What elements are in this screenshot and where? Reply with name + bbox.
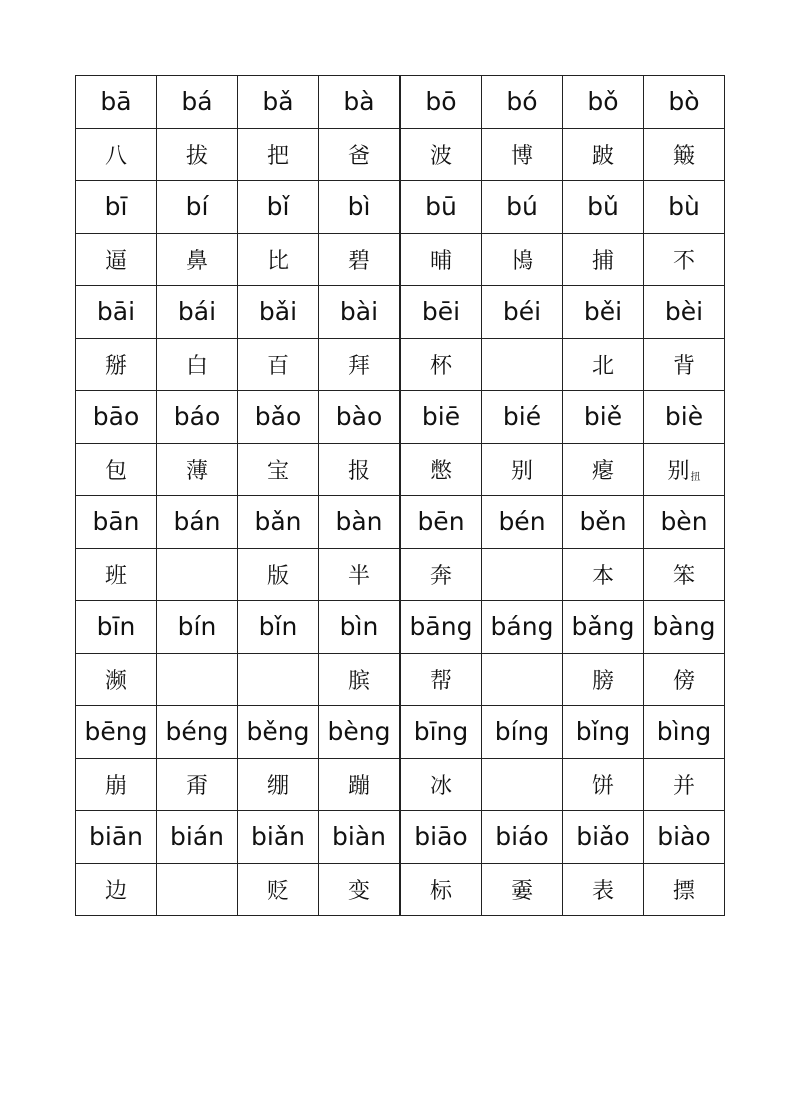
pinyin-cell [644,76,725,129]
pinyin-text: bū [425,192,457,222]
pinyin-text: bǎn [254,507,302,537]
hanzi-cell [644,653,725,706]
hanzi-text: 饼 [591,773,614,799]
pinyin-text: bìn [339,612,379,642]
hanzi-text: 濒 [104,668,127,694]
hanzi-text: 表 [591,878,614,904]
hanzi-cell [157,758,238,811]
pinyin-row [76,286,725,339]
hanzi-text: 帮 [429,668,452,694]
pinyin-text: bāi [96,297,136,327]
pinyin-cell [76,181,157,234]
hanzi-cell [563,128,644,181]
pinyin-text: biǎo [576,822,630,852]
pinyin-text: béi [502,297,542,327]
pinyin-row [76,706,725,759]
hanzi-cell [400,443,482,496]
hanzi-cell [238,653,319,706]
pinyin-cell [644,496,725,549]
hanzi-text: 北 [591,353,614,379]
pinyin-cell [563,496,644,549]
hanzi-cell [319,338,401,391]
pinyin-row [76,181,725,234]
hanzi-cell [482,863,563,916]
hanzi-cell [76,338,157,391]
hanzi-cell [238,128,319,181]
hanzi-text: 捕 [591,248,614,274]
hanzi-cell [319,653,401,706]
pinyin-text: běng [246,717,310,747]
pinyin-cell [76,391,157,444]
pinyin-cell [482,706,563,759]
pinyin-text: bá [181,87,213,117]
hanzi-text: 把 [266,143,289,169]
hanzi-text: 半 [347,563,370,589]
pinyin-cell [482,496,563,549]
pinyin-cell [319,76,401,129]
pinyin-cell [238,706,319,759]
hanzi-text: 拔 [185,143,208,169]
hanzi-cell [482,443,563,496]
hanzi-row [76,653,725,706]
hanzi-cell [319,758,401,811]
hanzi-cell [400,653,482,706]
hanzi-text: 不 [672,248,695,274]
pinyin-cell [400,76,482,129]
pinyin-cell [644,286,725,339]
hanzi-text: 波 [429,143,452,169]
hanzi-row [76,233,725,286]
pinyin-cell [238,181,319,234]
pinyin-cell [319,181,401,234]
pinyin-text: báng [490,612,554,642]
hanzi-cell [482,338,563,391]
pinyin-text: bào [335,402,383,432]
hanzi-cell [563,758,644,811]
hanzi-cell [400,548,482,601]
pinyin-text: bái [177,297,217,327]
pinyin-text: bǒ [587,87,619,117]
hanzi-text: 薄 [185,458,208,484]
pinyin-text: bíng [494,717,550,747]
hanzi-cell [157,443,238,496]
pinyin-text: bà [343,87,375,117]
hanzi-text: 版 [266,563,289,589]
hanzi-row [76,128,725,181]
pinyin-text: biǎn [251,822,305,852]
hanzi-cell [482,758,563,811]
pinyin-cell [563,601,644,654]
hanzi-text: 碧 [347,248,370,274]
pinyin-text: bǎo [254,402,302,432]
pinyin-cell [238,286,319,339]
pinyin-cell [563,286,644,339]
pinyin-text: bǎng [571,612,635,642]
pinyin-text: běn [579,507,627,537]
hanzi-cell [76,758,157,811]
pinyin-cell [76,811,157,864]
pinyin-text: bǐng [575,717,631,747]
pinyin-text: bù [668,192,700,222]
pinyin-text: bīng [413,717,469,747]
pinyin-text: bāng [409,612,473,642]
pinyin-cell [157,286,238,339]
pinyin-text: biān [89,822,143,852]
hanzi-text: 掰 [104,353,127,379]
hanzi-text: 甭 [185,773,208,799]
hanzi-text: 摽 [672,878,695,904]
pinyin-cell [400,181,482,234]
pinyin-sheet [75,75,717,916]
pinyin-cell [482,286,563,339]
hanzi-row [76,758,725,811]
hanzi-text: 边 [104,878,127,904]
hanzi-text: 奔 [429,563,452,589]
hanzi-cell [644,758,725,811]
hanzi-text: 本 [591,563,614,589]
pinyin-text: bīn [96,612,136,642]
pinyin-cell [644,601,725,654]
hanzi-text: 跛 [591,143,614,169]
pinyin-text: bǐn [258,612,298,642]
hanzi-cell [563,443,644,496]
pinyin-text: bā [100,87,132,117]
hanzi-text: 嫑 [510,878,533,904]
hanzi-cell [644,548,725,601]
pinyin-row [76,811,725,864]
hanzi-cell [157,653,238,706]
hanzi-cell [319,443,401,496]
hanzi-cell [644,128,725,181]
pinyin-text: bàn [335,507,383,537]
hanzi-cell [238,863,319,916]
hanzi-cell [319,233,401,286]
pinyin-text: bǐ [266,192,290,222]
pinyin-cell [319,391,401,444]
pinyin-cell [563,76,644,129]
pinyin-cell [319,601,401,654]
pinyin-text: biào [657,822,711,852]
hanzi-cell [563,548,644,601]
hanzi-text: 八 [104,143,127,169]
hanzi-text: 蹦 [347,773,370,799]
pinyin-cell [400,496,482,549]
hanzi-text: 别 [510,458,533,484]
pinyin-text: bín [177,612,217,642]
hanzi-text: 瘪 [591,458,614,484]
pinyin-cell [482,811,563,864]
pinyin-cell [644,391,725,444]
pinyin-text: bān [92,507,140,537]
pinyin-text: bèng [327,717,391,747]
hanzi-text: 膑 [347,668,370,694]
hanzi-text: 宝 [266,458,289,484]
hanzi-row [76,338,725,391]
pinyin-text: bìng [656,717,712,747]
hanzi-text: 笨 [672,563,695,589]
pinyin-text: béng [165,717,229,747]
pinyin-text: bǔ [587,192,619,222]
pinyin-text: báo [173,402,221,432]
pinyin-text: bō [425,87,457,117]
hanzi-cell [644,338,725,391]
hanzi-cell [76,443,157,496]
pinyin-cell [76,601,157,654]
hanzi-cell [76,863,157,916]
pinyin-cell [400,601,482,654]
pinyin-cell [157,181,238,234]
pinyin-text: bó [506,87,538,117]
pinyin-text: bí [185,192,209,222]
hanzi-cell [238,443,319,496]
pinyin-text: biě [583,402,623,432]
hanzi-text: 逼 [104,248,127,274]
hanzi-cell [76,128,157,181]
hanzi-text: 贬 [266,878,289,904]
pinyin-cell [482,601,563,654]
pinyin-cell [563,706,644,759]
pinyin-cell [157,76,238,129]
pinyin-text: bài [339,297,379,327]
pinyin-cell [319,811,401,864]
hanzi-note: 扭 [690,471,701,483]
hanzi-cell [644,863,725,916]
hanzi-cell [157,128,238,181]
pinyin-cell [238,811,319,864]
hanzi-row [76,548,725,601]
hanzi-cell [238,338,319,391]
hanzi-cell [400,863,482,916]
pinyin-text: bèi [664,297,704,327]
hanzi-cell [563,863,644,916]
hanzi-cell [157,548,238,601]
pinyin-cell [319,706,401,759]
hanzi-text: 比 [266,248,289,274]
pinyin-text: bǎ [262,87,294,117]
pinyin-cell [563,181,644,234]
pinyin-cell [482,76,563,129]
hanzi-text: 标 [429,878,452,904]
hanzi-text: 杯 [429,353,452,379]
pinyin-cell [157,811,238,864]
hanzi-text: 崩 [104,773,127,799]
hanzi-text: 簸 [672,143,695,169]
pinyin-cell [319,496,401,549]
hanzi-cell [563,338,644,391]
pinyin-cell [482,181,563,234]
hanzi-text: 爸 [347,143,370,169]
hanzi-row [76,863,725,916]
hanzi-cell [400,338,482,391]
hanzi-cell [400,128,482,181]
hanzi-cell [319,548,401,601]
pinyin-text: bāo [92,402,140,432]
hanzi-text: 拜 [347,353,370,379]
pinyin-cell [400,286,482,339]
hanzi-cell [76,548,157,601]
pinyin-row [76,76,725,129]
hanzi-cell [238,233,319,286]
pinyin-cell [76,496,157,549]
pinyin-cell [482,391,563,444]
hanzi-cell [644,443,725,496]
hanzi-text: 白 [185,353,208,379]
hanzi-cell [563,653,644,706]
pinyin-text: bò [668,87,700,117]
pinyin-text: bián [170,822,224,852]
hanzi-row [76,443,725,496]
pinyin-row [76,496,725,549]
pinyin-text: bèn [660,507,708,537]
pinyin-text: bēn [417,507,465,537]
pinyin-row [76,601,725,654]
pinyin-cell [644,706,725,759]
pinyin-text: běi [583,297,623,327]
pinyin-text: bén [498,507,546,537]
hanzi-text: 鳪 [510,248,533,274]
hanzi-cell [482,128,563,181]
pinyin-cell [400,706,482,759]
pinyin-cell [76,76,157,129]
pinyin-cell [157,496,238,549]
pinyin-cell [238,601,319,654]
pinyin-cell [157,391,238,444]
pinyin-cell [644,811,725,864]
hanzi-text: 博 [510,143,533,169]
hanzi-cell [76,653,157,706]
pinyin-cell [76,286,157,339]
pinyin-row [76,391,725,444]
hanzi-cell [157,233,238,286]
pinyin-cell [76,706,157,759]
hanzi-cell [76,233,157,286]
pinyin-text: biāo [414,822,468,852]
pinyin-text: bǎi [258,297,298,327]
hanzi-cell [644,233,725,286]
pinyin-text: biè [664,402,704,432]
pinyin-text: bī [104,192,128,222]
pinyin-text: biē [421,402,461,432]
hanzi-text: 别 [667,458,690,484]
hanzi-cell [319,128,401,181]
hanzi-cell [157,338,238,391]
hanzi-text: 变 [347,878,370,904]
hanzi-text: 膀 [591,668,614,694]
hanzi-cell [482,548,563,601]
hanzi-cell [238,758,319,811]
pinyin-cell [319,286,401,339]
pinyin-text: bú [506,192,538,222]
pinyin-cell [400,391,482,444]
pinyin-text: bì [347,192,371,222]
table-body [76,76,725,916]
pinyin-cell [238,496,319,549]
hanzi-text: 绷 [266,773,289,799]
hanzi-cell [238,548,319,601]
hanzi-text: 傍 [672,668,695,694]
hanzi-text: 鼻 [185,248,208,274]
hanzi-cell [482,653,563,706]
pinyin-text: biàn [332,822,386,852]
pinyin-text: bēng [84,717,148,747]
pinyin-text: bàng [652,612,716,642]
hanzi-cell [563,233,644,286]
pinyin-cell [563,391,644,444]
hanzi-text: 冰 [429,773,452,799]
pinyin-text: bié [502,402,542,432]
hanzi-text: 憋 [429,458,452,484]
pinyin-cell [238,76,319,129]
pinyin-cell [157,601,238,654]
pinyin-table [75,75,725,916]
hanzi-text: 晡 [429,248,452,274]
hanzi-cell [157,863,238,916]
hanzi-text: 报 [347,458,370,484]
pinyin-text: biáo [495,822,549,852]
hanzi-text: 并 [672,773,695,799]
hanzi-text: 班 [104,563,127,589]
hanzi-text: 背 [672,353,695,379]
pinyin-cell [157,706,238,759]
hanzi-cell [400,758,482,811]
pinyin-cell [238,391,319,444]
hanzi-cell [482,233,563,286]
hanzi-text: 包 [104,458,127,484]
pinyin-text: bēi [421,297,461,327]
hanzi-cell [400,233,482,286]
pinyin-text: bán [173,507,221,537]
hanzi-text: 百 [266,353,289,379]
pinyin-cell [400,811,482,864]
hanzi-cell [319,863,401,916]
pinyin-cell [644,181,725,234]
pinyin-cell [563,811,644,864]
